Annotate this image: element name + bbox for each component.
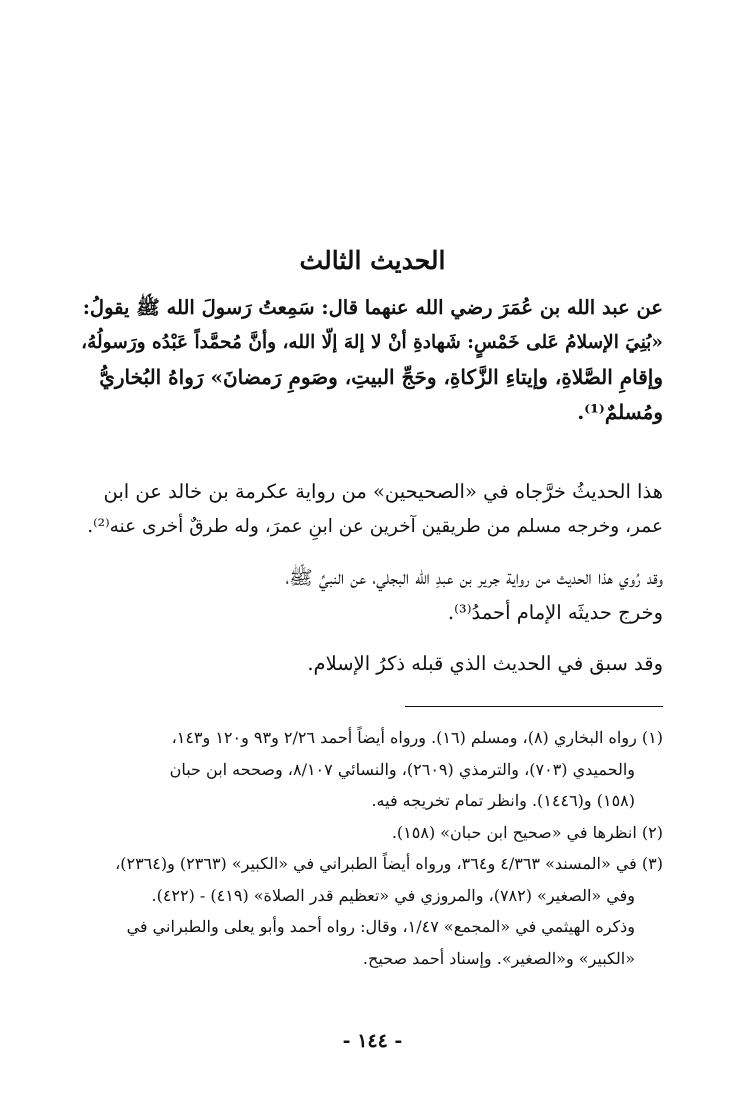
footnote-line: (١) رواه البخاري (٨)، ومسلم (١٦). ورواه أيضاً أحمد ٢/٢٦ و٩٣ و١٢٠ و١٤٣، — [171, 728, 663, 747]
footnote-line: والحميدي (٧٠٣)، والترمذي (٢٦٠٩)، والنسائي ٨/١٠٧، وصححه ابن حبان — [169, 759, 635, 779]
footnote-divider — [405, 706, 663, 707]
paragraph-line: وقد سبق في الحديث الذي قبله ذكرُ الإسلام. — [307, 652, 663, 675]
hadith-line: ومُسلمٌ⁽¹⁾. — [577, 400, 663, 424]
commentary-paragraph-1 — [78, 474, 663, 544]
footnote-line: «الكبير» و«الصغير». وإسناد أحمد صحيح. — [362, 948, 635, 968]
hadith-line: عن عبد الله بن عُمَرَ رضي الله عنهما قال: سَمِعتُ رَسولَ الله ﷺ يقولُ: — [82, 296, 663, 319]
hadith-line: وإقامِ الصَّلاةِ، وإيتاءِ الزَّكاةِ، وحَجِّ البيتِ، وصَومِ رَمضانَ» رَواهُ البُخاريُّ — [99, 365, 663, 389]
paragraph-line: وخرج حديثَه الإمام أحمدُ⁽³⁾. — [447, 601, 663, 624]
commentary-paragraph-3 — [78, 646, 663, 681]
footnotes — [78, 722, 663, 974]
footnote-line: (٣) في «المسند» ٤/٣٦٣ و٣٦٤، ورواه أيضاً الطبراني في «الكبير» (٢٣٦٣) و(٢٣٦٤)، — [115, 854, 663, 873]
commentary-paragraph-2 — [78, 560, 663, 630]
page-title: الحديث الثالث — [299, 246, 446, 275]
footnote-line: (٢) انظرها في «صحيح ابن حبان» (١٥٨). — [391, 822, 663, 842]
footnote-line: (١٥٨) و(١٤٤٦). وانظر تمام تخريجه فيه. — [371, 791, 635, 810]
footnote-line: وفي «الصغير» (٧٨٢)، والمروزي في «تعظيم قدر الصلاة» (٤١٩) - (٤٢٢). — [151, 885, 635, 905]
paragraph-line: عمر، وخرجه مسلم من طريقين آخرين عن ابنِ عمرَ، وله طرقٌ أخرى عنه⁽²⁾. — [87, 516, 663, 537]
hadith-text — [78, 290, 663, 430]
footnote-line: وذكره الهيثمي في «المجمع» ١/٤٧، وقال: رواه أحمد وأبو يعلى والطبراني في — [126, 917, 635, 936]
paragraph-line: وقد رُوي هذا الحديث من رواية جرير بن عبدِ الله البجلي، عن النبيِّ ﷺ، — [285, 566, 663, 589]
hadith-line: «بُنِيَ الإسلامُ عَلى خَمْسٍ: شَهادةِ أنْ لا إلهَ إلّا الله، وأنَّ مُحمَّداً عَبْدُه ورَسولُهُ، — [81, 332, 663, 353]
page-number: - ١٤٤ - — [342, 1030, 403, 1052]
paragraph-line: هذا الحديثُ خرَّجاه في «الصحيحين» من رواية عكرمة بن خالد عن ابن — [103, 480, 663, 503]
